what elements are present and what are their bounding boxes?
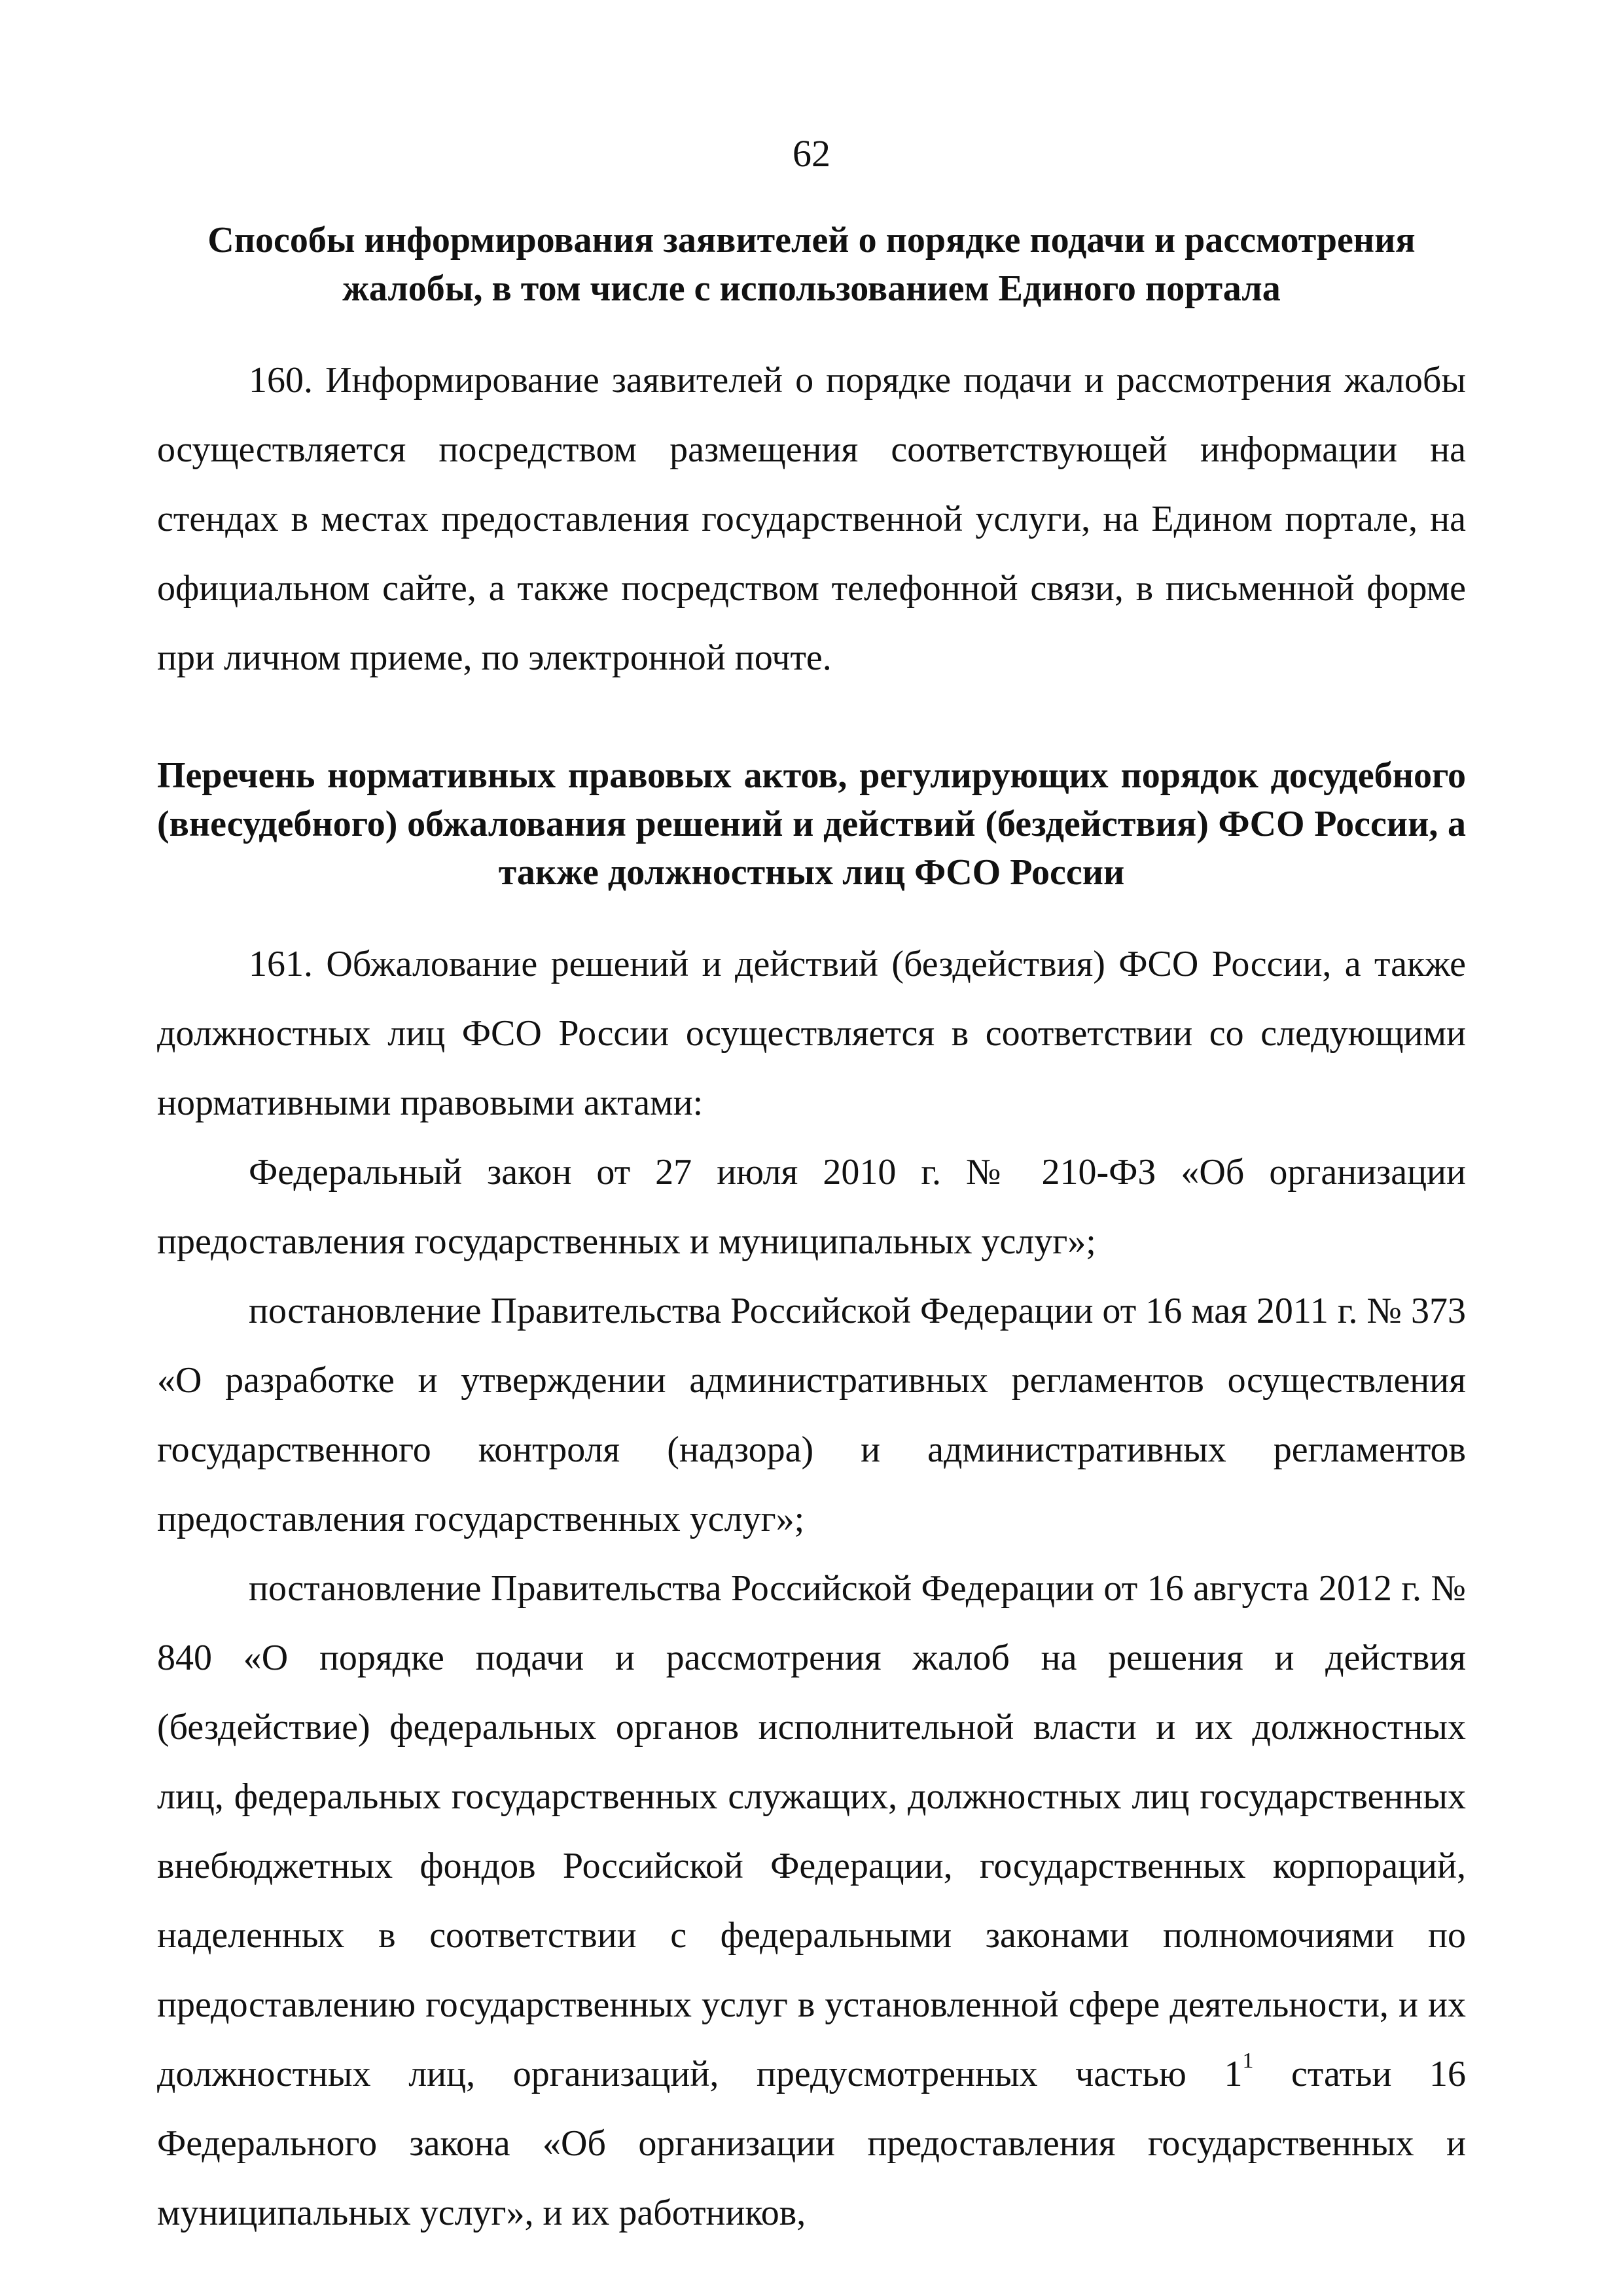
- paragraph-161: [157, 929, 1466, 1138]
- paragraph-text-before: постановление Правительства Российской Федерации от 16 августа 2012 г. № 840 «О порядке подачи и рассмотрения жалоб на решения и действия (бездействие) федеральных органов исполнительной власти и их должностных лиц, федеральных государственных служащих, должностных лиц государственных внебюджетных фондов Российской Федерации, государственных корпораций, наделенных в соответствии с федеральными законами полномочиями по предоставлению государственных услуг в установленной сфере деятельности, и их должностных лиц, организаций, предусмотренных частью 1: [157, 1568, 1466, 2094]
- section-heading-legal-acts: Перечень нормативных правовых актов, регулирующих порядок досудебного (внесудебного) обжалования решений и действий (бездействия) ФСО России, а также должностных лиц ФСО России: [157, 755, 1466, 893]
- paragraph-160: [157, 346, 1466, 692]
- paragraph-number: 161.: [249, 944, 313, 984]
- legal-act-decree-840: [157, 1554, 1466, 2248]
- paragraph-text-after: статьи 16 Федерального закона «Об организации предоставления государственных и муниципальных услуг», и их работников,: [157, 2054, 1466, 2233]
- legal-act-decree-373: постановление Правительства Российской Федерации от 16 мая 2011 г. № 373 «О разработке и утверждении административных регламентов осуществления государственного контроля (надзора) и административных регламентов предоставления государственных услуг»;: [157, 1291, 1466, 1539]
- section-heading-complaint-info: Способы информирования заявителей о порядке подачи и рассмотрения жалобы, в том числе с использованием Единого портала: [207, 220, 1416, 309]
- document-body: [157, 216, 1466, 2248]
- paragraph-text: Информирование заявителей о порядке подачи и рассмотрения жалобы осуществляется посредством размещения соответствующей информации на стендах в местах предоставления государственной услуги, на Едином портале, на официальном сайте, а также посредством телефонной связи, в письменной форме при личном приеме, по электронной почте.: [157, 360, 1466, 678]
- paragraph-number: 160.: [249, 360, 313, 401]
- paragraph-text: Обжалование решений и действий (бездействия) ФСО России, а также должностных лиц ФСО России осуществляется в соответствии со следующими нормативными правовыми актами:: [157, 944, 1467, 1123]
- legal-act-federal-law-210: Федеральный закон от 27 июля 2010 г. № 210-ФЗ «Об организации предоставления государственных и муниципальных услуг»;: [157, 1152, 1466, 1262]
- page-number: 62: [793, 132, 830, 175]
- superscript: 1: [1242, 2049, 1254, 2073]
